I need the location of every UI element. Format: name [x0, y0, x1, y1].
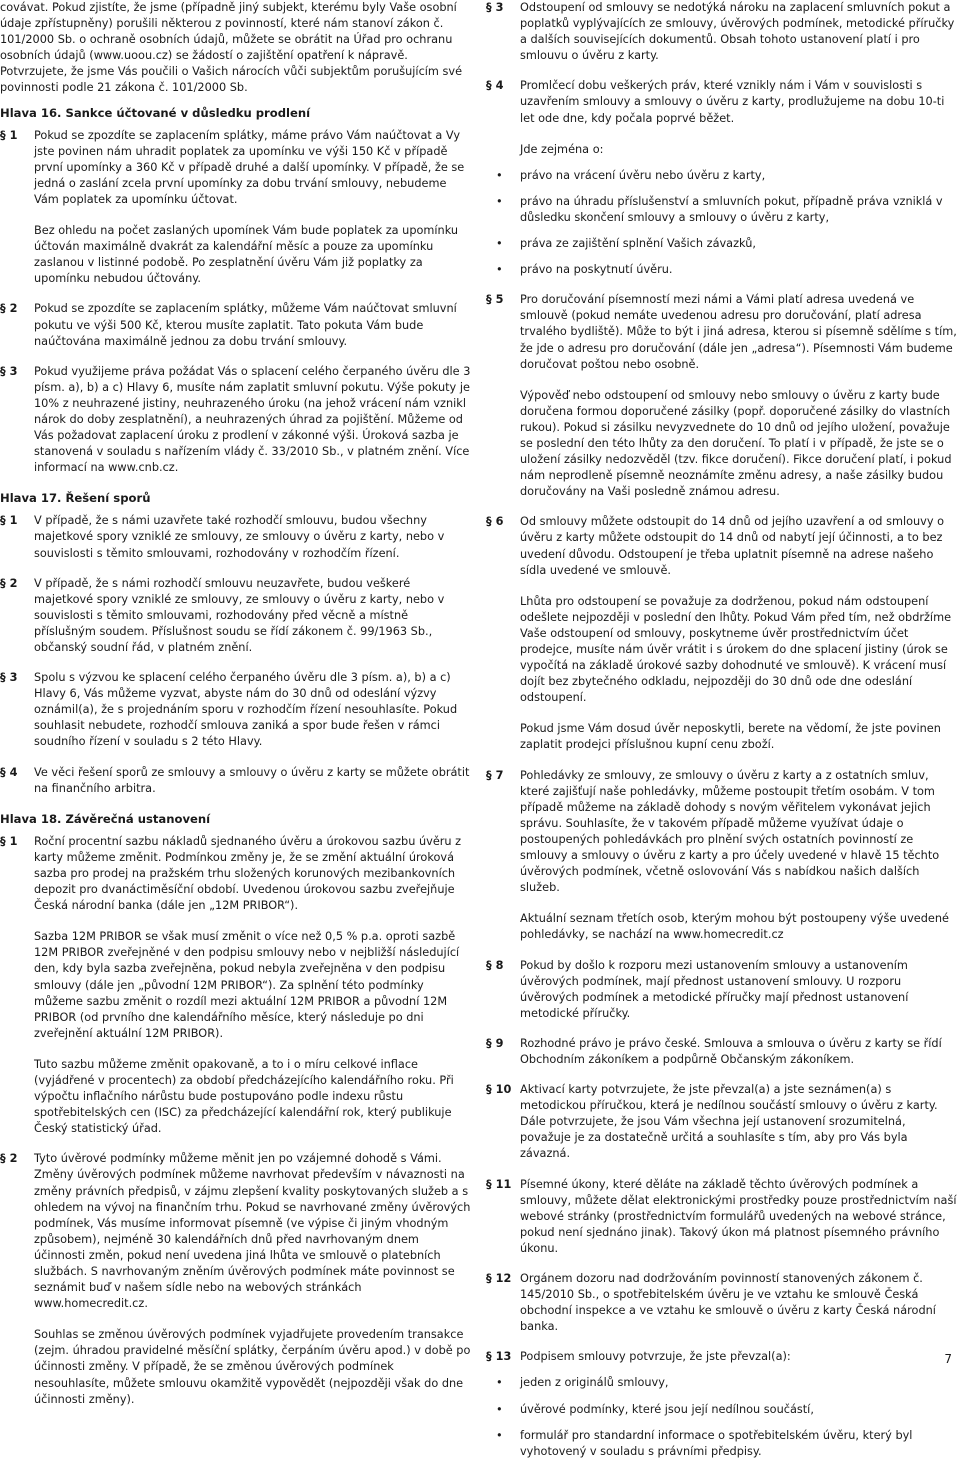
bullet-item: • práva ze zajištění splnění Vašich závazků, [486, 236, 958, 252]
section-body [34, 1151, 472, 1407]
bullet-list [486, 168, 958, 278]
left-column [0, 0, 472, 1408]
section-13 [486, 1349, 958, 1459]
section-9 [486, 1036, 958, 1068]
intro-fragment: covávat. Pokud zjistíte, že jsme (případně jiný subjekt, kterému byly Vaše osobní údaje zpřístupněny) porušili některou z povinností, které nám stanoví zákon č. 101/2000 Sb. o ochraně osobních údajů, můžete se obrátit na Úřad pro ochranu osobních údajů (www.uoou.cz) se žádostí o zajištění opatření k nápravě. Potvrzujete, že jsme Vás poučili o Vašich nárocích vůči subjektům porušujícím své povinnosti podle 21 zákona č. 101/2000 Sb. [0, 1, 463, 95]
section-paragraph: Aktivací karty potvrzujete, že jste převzal(a) a jste seznámen(a) s metodickou příručkou, která je nedílnou součástí smlouvy o úvěru z karty. Dále potvrzujete, že jsou Vám všechna její ustanovení srozumitelná, považuje je za dostatečně určitá a souhlasíte s tím, aby pro Vás byla závazná. [520, 1083, 938, 1161]
section-paragraph: Písemné úkony, které děláte na základě těchto úvěrových podmínek a smlouvy, můžete dělat elektronickými prostředky pouze prostřednictvím naší webové stránky (prostřednictvím formulářů uvedených na webové stránce, pokud není sjednáno jinak). Takový úkon má platnost písemného právního úkonu. [520, 1177, 957, 1255]
bullet-item: • právo na úhradu příslušenství a smluvních pokut, případně práva vzniklá v důsledku skončení smlouvy a smlouvy o úvěru z karty, [486, 194, 958, 226]
section-8 [486, 958, 958, 1022]
section-number: § 1 [0, 834, 18, 848]
section-1 [0, 128, 472, 288]
section-body [520, 78, 958, 278]
section-paragraph: Rozhodné právo je právo české. Smlouva a smlouva o úvěru z karty se řídí Obchodním zákoníkem a podpůrně Občanským zákoníkem. [520, 1036, 942, 1066]
section-body [34, 513, 472, 561]
section-number: § 2 [0, 1152, 18, 1166]
section-number: § 8 [486, 958, 504, 972]
section-body [34, 364, 472, 477]
section-body [34, 301, 472, 349]
section-paragraph: Podpisem smlouvy potvrzuje, že jste převzal(a): [520, 1350, 791, 1364]
chapter-heading: Hlava 18. Závěrečná ustanovení [0, 811, 211, 826]
right-column [486, 0, 958, 1460]
section-2 [0, 576, 472, 656]
section-body [520, 514, 958, 753]
section-7 [486, 768, 958, 944]
section-1 [0, 513, 472, 561]
section-paragraph: Pohledávky ze smlouvy, ze smlouvy o úvěru z karty a z ostatních smluv, které zajišťují naše pohledávky, můžeme postoupit třetím osobám. V tom případě můžeme na základě dohody s novým věřitelem vykonávat jejich správu. Souhlasíte, že v takovém případě můžeme využívat údaje o postoupených pohledávkách pro plnění svých ostatních povinností ze smlouvy a smlouvy o úvěru z karty a pro účely uvedené v hlavě 15 těchto úvěrových podmínek, včetně oslovování Vás s nabídkou našich dalších služeb. [520, 768, 940, 895]
page-number: 7 [944, 1352, 952, 1366]
section-paragraph: Roční procentní sazbu nákladů sjednaného úvěru a úrokovou sazbu úvěru z karty můžeme změnit. Podmínkou změny je, že se změní aktuální úroková sazba pro prodej na pražském trhu složených korunových mezibankovních depozit pro dvanáctiměsíční období. Uvedenou úrokovou sazbu zveřejňuje Česká národní banka (dále jen „12M PRIBOR“). [34, 834, 462, 913]
section-4 [486, 78, 958, 278]
section-number: § 9 [486, 1036, 504, 1050]
section-paragraph: Od smlouvy můžete odstoupit do 14 dnů od jejího uzavření a od smlouvy o úvěru z karty můžete odstoupit do 14 dnů od nabytí její účinnosti, a to bez uvedení důvodu. Odstoupení je třeba uplatnit písemně na adrese našeho sídla uvedené ve smlouvě. [520, 515, 945, 577]
section-body [34, 128, 472, 288]
section-body [34, 765, 472, 797]
section-paragraph: Tyto úvěrové podmínky můžeme měnit jen po vzájemné dohodě s Vámi. Změny úvěrových podmínek můžeme navrhovat především v návaznosti na změny právních předpisů, v zájmu zlepšení kvality poskytovaných služeb a s ohledem na vývoj na finančním trhu. Pokud se navrhované změny úvěrových podmínek, Vás musíme informovat písemně (ve výpise či jiným vhodným způsobem), nejméně 30 kalendářních dnů před navrhovaným dnem účinnosti změn, pokud není uvedena jiná lhůta ve smlouvě o platebních službách. S navrhovaným zněním úvěrových podmínek máte povinnost se seznámit buď v našem sídle nebo na webových stránkách www.homecredit.cz. [34, 1152, 471, 1311]
section-paragraph: Orgánem dozoru nad dodržováním povinností stanovených zákonem č. 145/2010 Sb., o spotřebitelském úvěru je ve vztahu ke smlouvě Česká obchodní inspekce a ve vztahu ke smlouvě o úvěru z karty Česká národní banka. [520, 1272, 936, 1334]
section-number: § 10 [486, 1083, 512, 1097]
section-paragraph: Aktuální seznam třetích osob, kterým mohou být postoupeny výše uvedené pohledávky, se nachází na www.homecredit.cz [520, 912, 949, 942]
section-number: § 2 [0, 302, 18, 316]
section-6 [486, 514, 958, 753]
section-number: § 13 [486, 1350, 512, 1364]
section-body [34, 670, 472, 750]
section-number: § 1 [0, 514, 18, 528]
section-paragraph: V případě, že s námi uzavřete také rozhodčí smlouvu, budou všechny majetkové spory vzniklé ze smlouvy, ze smlouvy o úvěru z karty, nebo v souvislosti s těmito smlouvami, rozhodovány v rozhodčím řízení. [34, 514, 445, 560]
section-body [520, 1271, 958, 1335]
bullet-list [486, 1375, 958, 1459]
section-number: § 6 [486, 515, 504, 529]
section-body [520, 958, 958, 1022]
section-body [34, 834, 472, 1138]
bullet-item: • úvěrové podmínky, které jsou její nedílnou součástí, [486, 1402, 958, 1418]
section-paragraph: Pokud se zpozdíte se zaplacením splátky, máme právo Vám naúčtovat a Vy jste povinen nám uhradit poplatek za upomínku ve výši 150 Kč v případě první upomínky a 360 Kč v případě druhé a další upomínky. V případě, že se jedná o zaslání zcela první upomínky za dobu trvání smlouvy, nebudeme Vám poplatek za upomínku účtovat. [34, 128, 465, 206]
section-2 [0, 1151, 472, 1407]
section-number: § 12 [486, 1272, 512, 1285]
section-number: § 3 [0, 671, 18, 685]
section-paragraph: Sazba 12M PRIBOR se však musí změnit o více než 0,5 % p.a. oproti sazbě 12M PRIBOR zveřejněné v den podpisu smlouvy nebo v nejbližší následující den, kdy byla sazba zveřejněna, pokud nebyla zveřejněna v den podpisu smlouvy (dále jen „původní 12M PRIBOR“). Za splnění této podmínky můžeme sazbu změnit o rozdíl mezi aktuální 12M PRIBOR a původní 12M PRIBOR (od prvního dne kalendářního měsíce, který následuje po dni zveřejnění aktuální 12M PRIBOR). [34, 930, 460, 1040]
section-paragraph: Spolu s výzvou ke splacení celého čerpaného úvěru dle 3 písm. a), b) a c) Hlavy 6, Vás můžeme vyzvat, abyste nám do 30 dnů od odeslání výzvy oznámil(a), že s projednáním sporu v rozhodčím řízení nesouhlasíte. Pokud souhlasit nebudete, rozhodčí smlouva zaniká a spor bude řešen v rámci soudního řízení v souladu s 2 této Hlavy. [34, 671, 458, 749]
chapter-heading: Hlava 17. Řešení sporů [0, 491, 151, 506]
section-paragraph: Pokud jsme Vám dosud úvěr neposkytli, berete na vědomí, že jste povinen zaplatit prodejci příslušnou kupní cenu zboží. [520, 722, 941, 752]
section-number: § 1 [0, 128, 18, 142]
section-5 [486, 292, 958, 500]
bullet-item: • právo na vrácení úvěru nebo úvěru z karty, [486, 168, 958, 184]
section-paragraph: Jde zejména o: [520, 142, 604, 156]
chapter-heading: Hlava 16. Sankce účtované v důsledku prodlení [0, 105, 311, 120]
section-number: § 4 [486, 79, 504, 93]
section-number: § 3 [486, 1, 504, 14]
section-number: § 3 [0, 364, 18, 378]
section-paragraph: Pokud by došlo k rozporu mezi ustanovením smlouvy a ustanovením úvěrových podmínek, mají přednost ustanovení smlouvy. U rozporu úvěrových podmínek a metodické příručky mají přednost ustanovení metodické příručky. [520, 958, 909, 1020]
bullet-item: • jeden z originálů smlouvy, [486, 1375, 958, 1391]
section-paragraph: Lhůta pro odstoupení se považuje za dodrženou, pokud nám odstoupení odešlete nejpozději v poslední den lhůty. Pokud Vám před tím, než obdržíme Vaše odstoupení od smlouvy, poskytneme úvěr prostřednictvím účet prodejce, musíte nám úvěr vrátit i s úrokem do dne splacení jistiny (úrok se vypočítá na základě úrokové sazby dohodnuté ve smlouvě). K vrácení musí dojít bez zbytečného odkladu, nejpozději do 30 dnů ode dne odeslání odstoupení. [520, 594, 952, 705]
section-10 [486, 1082, 958, 1162]
section-paragraph: Tuto sazbu můžeme změnit opakovaně, a to i o míru celkové inflace (vyjádřené v procentech) za období předcházejícího kalendářního roku. Při výpočtu inflačního nárůstu bude postupováno podle indexu růstu spotřebitelských cen (ISC) za předcházející kalendářní rok, který publikuje Český statistický úřad. [34, 1057, 454, 1136]
bullet-item: • formulář pro standardní informace o spotřebitelském úvěru, který byl vyhotovený v souladu s právními předpisy. [486, 1428, 958, 1460]
section-number: § 11 [486, 1177, 512, 1191]
section-paragraph: V případě, že s námi rozhodčí smlouvu neuzavřete, budou veškeré majetkové spory vzniklé ze smlouvy, ze smlouvy o úvěru z karty, nebo v souvislosti s těmito smlouvami, rozhodovány před věcně a místně příslušným soudem. Příslušnost soudu se řídí zákonem č. 99/1963 Sb., občanský soudní řád, v platném znění. [34, 576, 445, 654]
section-number: § 2 [0, 576, 18, 590]
section-paragraph: Ve věci řešení sporů ze smlouvy a smlouvy o úvěru z karty se můžete obrátit na finančního arbitra. [34, 765, 470, 795]
section-body [520, 292, 958, 500]
section-paragraph: Souhlas se změnou úvěrových podmínek vyjadřujete provedením transakce (zejm. úhradou pravidelné měsíční splátky, čerpáním úvěru apod.) v době po účinnosti změny. V případě, že se změnou úvěrových podmínek nesouhlasíte, můžete smlouvu okamžitě vypovědět (nejpozději však do dne účinnosti změny). [34, 1328, 471, 1406]
section-paragraph: Výpověď nebo odstoupení od smlouvy nebo smlouvy o úvěru z karty bude doručena formou doporučené zásilky (popř. doporučené zásilky do vlastních rukou). Pokud si zásilku nevyzvednete do 10 dnů od jejího uložení, považuje se poslední den této lhůty za den doručení. To platí i v případě, že jste se o uložení zásilky nedozvěděl (tzv. fikce doručení). Fikce doručení platí, i pokud nám neprodleně písemně neoznámíte změnu adresy, a naše zásilky budou doručovány na Vaši posledně známou adresu. [520, 388, 952, 499]
section-number: § 5 [486, 293, 504, 307]
section-2 [0, 301, 472, 349]
section-1 [0, 834, 472, 1138]
section-body [520, 1036, 958, 1068]
section-body [520, 1349, 958, 1459]
section-number: § 7 [486, 768, 504, 782]
section-3 [0, 364, 472, 477]
section-paragraph: Promlčecí dobu veškerých práv, které vznikly nám i Vám v souvislosti s uzavřením smlouvy a smlouvy o úvěru z karty, prodlužujeme na dobu 10-ti let ode dne, kdy počala poprvé běžet. [520, 79, 945, 125]
section-paragraph: Pokud se zpozdíte se zaplacením splátky, můžeme Vám naúčtovat smluvní pokutu ve výši 500 Kč, kterou musíte zaplatit. Tato pokuta Vám bude naúčtována maximálně jednou za dobu trvání smlouvy. [34, 302, 457, 348]
section-11 [486, 1177, 958, 1257]
section-body [520, 0, 958, 64]
section-body [520, 768, 958, 944]
section-paragraph: Pro doručování písemností mezi námi a Vámi platí adresa uvedená ve smlouvě (pokud nemáte uvedenou adresu pro doručování, platí adresa trvalého bydliště). Může to být i jiná adresa, kterou si písemně sdělíme s tím, že jde o adresu pro doručování (dále jen „adresa“). Písemnosti Vám budeme doručovat poštou nebo osobně. [520, 293, 957, 371]
section-4 [0, 765, 472, 797]
section-body [520, 1177, 958, 1257]
section-3 [486, 0, 958, 64]
section-body [34, 576, 472, 656]
bullet-item: • právo na poskytnutí úvěru. [486, 262, 958, 278]
section-paragraph: Odstoupení od smlouvy se nedotýká nároku na zaplacení smluvních pokut a poplatků vyplývajících ze smlouvy, úvěrových podmínek, metodické příručky a dalších souvisejících dokumentů. Obsah tohoto ustanovení platí i pro smlouvu o úvěru z karty. [520, 1, 955, 63]
section-12 [486, 1271, 958, 1335]
section-number: § 4 [0, 765, 18, 779]
section-body [520, 1082, 958, 1162]
section-paragraph: Pokud využijeme práva požádat Vás o splacení celého čerpaného úvěru dle 3 písm. a), b) a c) Hlavy 6, musíte nám zaplatit smluvní pokutu. Výše pokuty je 10% z neuhrazené jistiny, neuhrazeného úroku (na jehož vrácení nám vznikl nárok do doby zesplatnění), a neuhrazených úhrad za pojištění. Můžeme od Vás požadovat zaplacení úroku z prodlení v zákonné výši. Úroková sazba je stanovená v souladu s nařízením vlády č. 33/2010 Sb., v platném znění. Více informací na www.cnb.cz. [34, 364, 471, 475]
section-paragraph: Bez ohledu na počet zaslaných upomínek Vám bude poplatek za upomínku účtován maximálně dvakrát za kalendářní měsíc a pouze za upomínku zaslanou v listinné podobě. Po zesplatnění úvěru Vám již poplatky za upomínku nebudou účtovány. [34, 224, 459, 286]
section-3 [0, 670, 472, 750]
